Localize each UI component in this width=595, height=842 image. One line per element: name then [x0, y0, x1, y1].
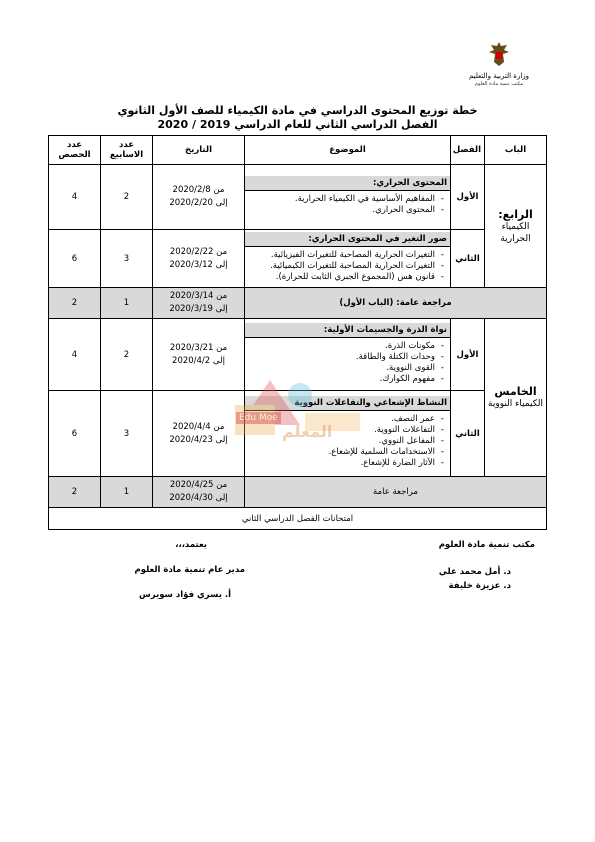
- unit4-name: الكيمياء الحرارية: [500, 221, 531, 244]
- review2-weeks: 1: [101, 477, 153, 508]
- unit4-ch1-label: الأول: [451, 165, 485, 230]
- list-item: - قانون هس (المجموع الجبري الثابت للحرارة).: [248, 272, 435, 283]
- review1-weeks: 1: [101, 288, 153, 319]
- watermark-text: المعلم: [282, 422, 333, 441]
- list-item: - مفهوم الكوارك.: [248, 374, 435, 385]
- col-weeks: عدد الاسابيع: [101, 136, 153, 165]
- unit4-ch2-topic: [245, 230, 451, 288]
- footer-right-name-1: د. أمل محمد علي: [438, 567, 511, 577]
- date-from: من 2020/3/14: [169, 291, 228, 301]
- list-item: - المفاعل النووي.: [248, 436, 435, 447]
- unit5-name: الكيمياء النووية: [488, 399, 543, 409]
- date-to: إلى 2020/4/30: [169, 493, 228, 503]
- col-date: التاريخ: [153, 136, 245, 165]
- watermark-sub: Edu Moe: [236, 412, 281, 424]
- unit4-ch2-weeks: 3: [101, 230, 153, 288]
- unit5-title: الخامس: [494, 385, 537, 398]
- date-to: إلى 2020/2/20: [169, 198, 228, 208]
- title-line-1: خطة توزيع المحتوى الدراسي في مادة الكيمياء للصف الأول الثانوي: [117, 104, 478, 117]
- unit4-ch2-head: صور التغير في المحتوى الحراري:: [245, 232, 450, 247]
- col-topic: الموضوع: [245, 136, 451, 165]
- date-to: إلى 2020/4/23: [169, 434, 228, 445]
- unit5-ch2-lessons: 6: [49, 391, 101, 477]
- exams-row: امتحانات الفصل الدراسي الثاني: [49, 508, 547, 530]
- review2-date: [153, 477, 245, 508]
- list-item: - التغيرات الحرارية المصاحبة للتغيرات الكيميائية.: [248, 261, 435, 272]
- col-lessons: عدد الحصص: [49, 136, 101, 165]
- date-from: من 2020/2/8: [172, 185, 225, 195]
- unit5-ch1-head: نواة الذرة والجسيمات الأولية:: [245, 323, 450, 338]
- review1-date: [153, 288, 245, 319]
- list-item: - المفاهيم الأساسية في الكيمياء الحرارية.: [248, 194, 435, 205]
- footer-left-role: مدير عام تنمية مادة العلوم: [134, 565, 245, 575]
- footer-left-title: يعتمد،،،: [175, 540, 207, 550]
- unit4-ch2-lessons: 6: [49, 230, 101, 288]
- date-to: إلى 2020/3/19: [169, 304, 228, 314]
- logo-name: وزارة التربية والتعليم: [468, 72, 530, 80]
- footer-left-name: أ. يسري فؤاد سويرس: [138, 590, 231, 600]
- col-fasl: الفصل: [451, 136, 485, 165]
- unit4-ch1-head: المحتوى الحراري:: [245, 176, 450, 191]
- unit4-title: الرابع:: [498, 207, 533, 221]
- unit4-ch1-topic: [245, 165, 451, 230]
- logo-dept: مكتب تنمية مادة العلوم: [474, 81, 524, 87]
- unit4-cell: [485, 165, 547, 288]
- unit4-ch1-lessons: 4: [49, 165, 101, 230]
- table-row: [49, 477, 547, 508]
- list-item: - عمر النصف.: [248, 414, 435, 425]
- date-to: إلى 2020/4/2: [172, 355, 225, 366]
- unit5-ch2-head: النشاط الإشعاعي والتفاعلات النووية: [245, 396, 450, 411]
- list-item: - مكونات الذرة.: [248, 341, 435, 352]
- list-item: - الاستخدامات السلمية للإشعاع.: [248, 447, 435, 458]
- list-item: - التفاعلات النووية.: [248, 425, 435, 436]
- unit5-ch1-lessons: 4: [49, 319, 101, 391]
- review1-text: مراجعة عامة: (الباب الأول): [245, 288, 547, 319]
- table-row: [49, 288, 547, 319]
- unit4-ch2-label: الثاني: [451, 230, 485, 288]
- list-item: - المحتوى الحراري.: [248, 205, 435, 216]
- review2-text: مراجعة عامة: [245, 477, 547, 508]
- unit4-ch1-weeks: 2: [101, 165, 153, 230]
- ministry-logo: [459, 40, 539, 87]
- unit5-ch1-label: الأول: [451, 319, 485, 391]
- plan-table: [48, 135, 547, 530]
- unit5-cell: [485, 319, 547, 477]
- footer-right-title: مكتب تنمية مادة العلوم: [438, 540, 535, 550]
- col-bab: الباب: [485, 136, 547, 165]
- eagle-emblem-icon: [487, 40, 511, 68]
- list-item: - التغيرات الحرارية المصاحبة للتغيرات الفيزيائية.: [248, 250, 435, 261]
- table-row: [49, 165, 547, 230]
- unit4-ch1-date: [153, 165, 245, 230]
- table-row: [49, 508, 547, 530]
- footer-right-name-2: د. عزيزة خليفة: [448, 581, 511, 591]
- unit5-ch2-weeks: 3: [101, 391, 153, 477]
- table-row: [49, 230, 547, 288]
- unit5-ch1-weeks: 2: [101, 319, 153, 391]
- table-header-row: [49, 136, 547, 165]
- unit5-ch2-label: الثاني: [451, 391, 485, 477]
- unit4-ch2-date: [153, 230, 245, 288]
- review1-lessons: 2: [49, 288, 101, 319]
- list-item: - القوى النووية.: [248, 363, 435, 374]
- list-item: - الآثار الضارة للإشعاع.: [248, 458, 435, 469]
- date-from: من 2020/4/4: [172, 421, 225, 432]
- page-title: [0, 104, 595, 132]
- list-item: - وحدات الكتلة والطاقة.: [248, 352, 435, 363]
- review2-lessons: 2: [49, 477, 101, 508]
- title-line-2: الفصل الدراسي الثاني للعام الدراسي 2019 / 2020: [157, 118, 438, 131]
- date-from: من 2020/3/21: [169, 342, 228, 353]
- date-to: إلى 2020/3/12: [169, 259, 228, 270]
- date-from: من 2020/2/22: [169, 246, 228, 257]
- date-from: من 2020/4/25: [169, 480, 228, 490]
